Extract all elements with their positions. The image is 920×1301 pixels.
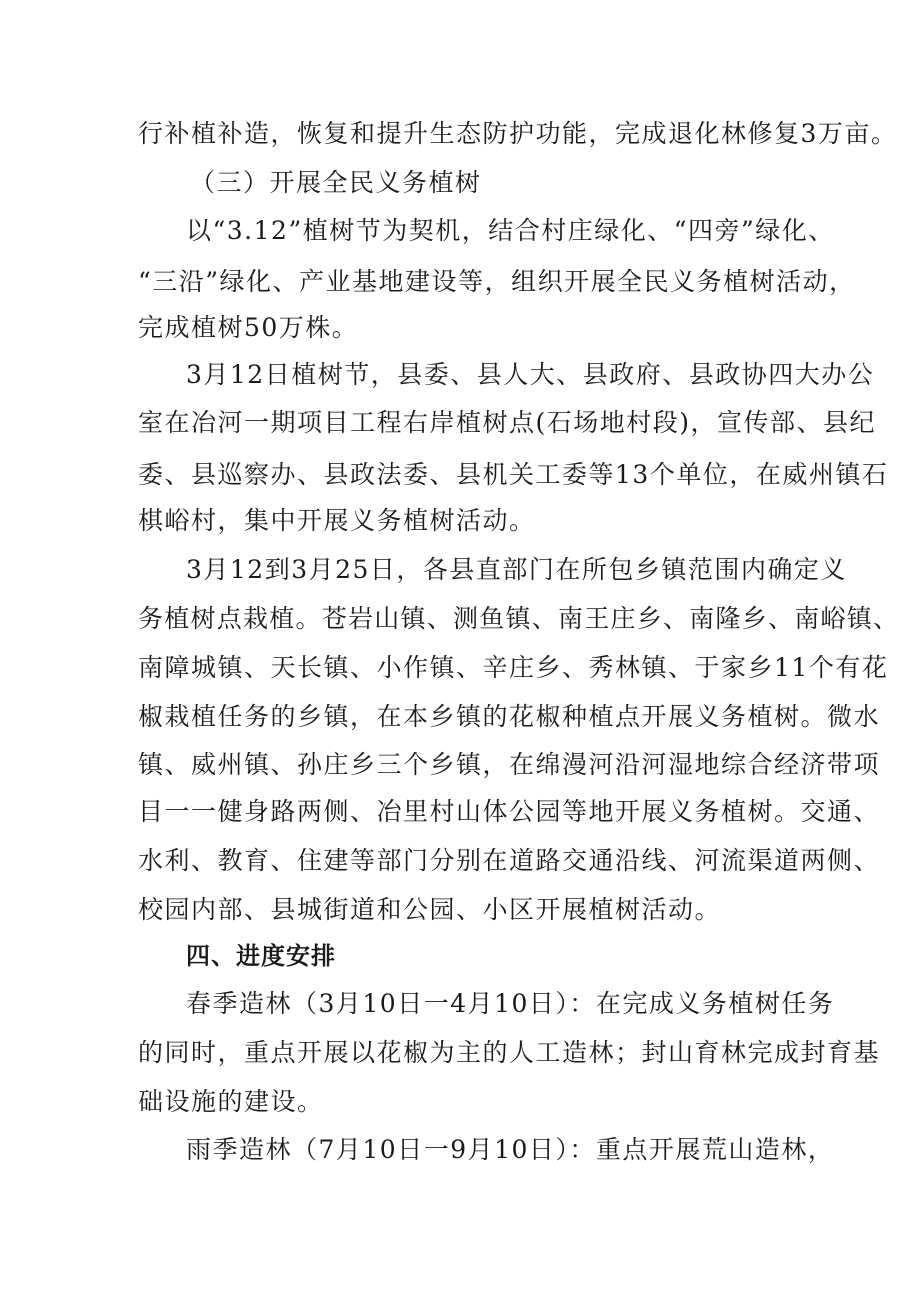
section-subheading: （三）开展全民义务植树 xyxy=(190,168,482,197)
paragraph-line: 雨季造林（7月10日一9月10日）：重点开展荒山造林， xyxy=(186,1135,835,1164)
paragraph-line: “三沿”绿化、产业基地建设等，组织开展全民义务植树活动， xyxy=(138,267,856,296)
paragraph-line: 以“3.12”植树节为契机，结合村庄绿化、“四旁”绿化、 xyxy=(186,216,835,245)
paragraph-line: 的同时，重点开展以花椒为主的人工造林；封山育林完成封育基 xyxy=(138,1038,881,1067)
paragraph-line: 椒栽植任务的乡镇，在本乡镇的花椒种植点开展义务植树。微水 xyxy=(138,702,881,731)
paragraph-line: 3月12日植树节，县委、县人大、县政府、县政协四大办公 xyxy=(186,360,875,389)
section-heading: 四、进度安排 xyxy=(186,942,336,970)
paragraph-line: 春季造林（3月10日一4月10日）：在完成义务植树任务 xyxy=(186,989,835,1018)
paragraph-line: 委、县巡察办、县政法委、县机关工委等13个单位，在威州镇石 xyxy=(138,460,889,489)
paragraph-line: 室在冶河一期项目工程右岸植树点(石场地村段)，宣传部、县纪 xyxy=(138,408,877,437)
paragraph-line: 水利、教育、住建等部门分别在道路交通沿线、河流渠道两侧、 xyxy=(138,846,881,875)
paragraph-line: 棋峪村，集中开展义务植树活动。 xyxy=(138,506,536,535)
paragraph-line: 南障城镇、天长镇、小作镇、辛庄乡、秀林镇、于家乡11个有花 xyxy=(138,653,889,682)
paragraph-line: 础设施的建设。 xyxy=(138,1087,324,1116)
paragraph-line: 务植树点栽植。苍岩山镇、测鱼镇、南王庄乡、南隆乡、南峪镇、 xyxy=(138,604,900,633)
paragraph-line: 目一一健身路两侧、冶里村山体公园等地开展义务植树。交通、 xyxy=(138,797,881,826)
paragraph-line: 3月12到3月25日，各县直部门在所包乡镇范围内确定义 xyxy=(186,555,847,584)
paragraph-line: 行补植补造，恢复和提升生态防护功能，完成退化林修复3万亩。 xyxy=(138,119,898,148)
paragraph-line: 校园内部、县城街道和公园、小区开展植树活动。 xyxy=(138,895,722,924)
paragraph-line: 完成植树50万株。 xyxy=(138,313,359,342)
paragraph-line: 镇、威州镇、孙庄乡三个乡镇，在绵漫河沿河湿地综合经济带项 xyxy=(138,750,881,779)
